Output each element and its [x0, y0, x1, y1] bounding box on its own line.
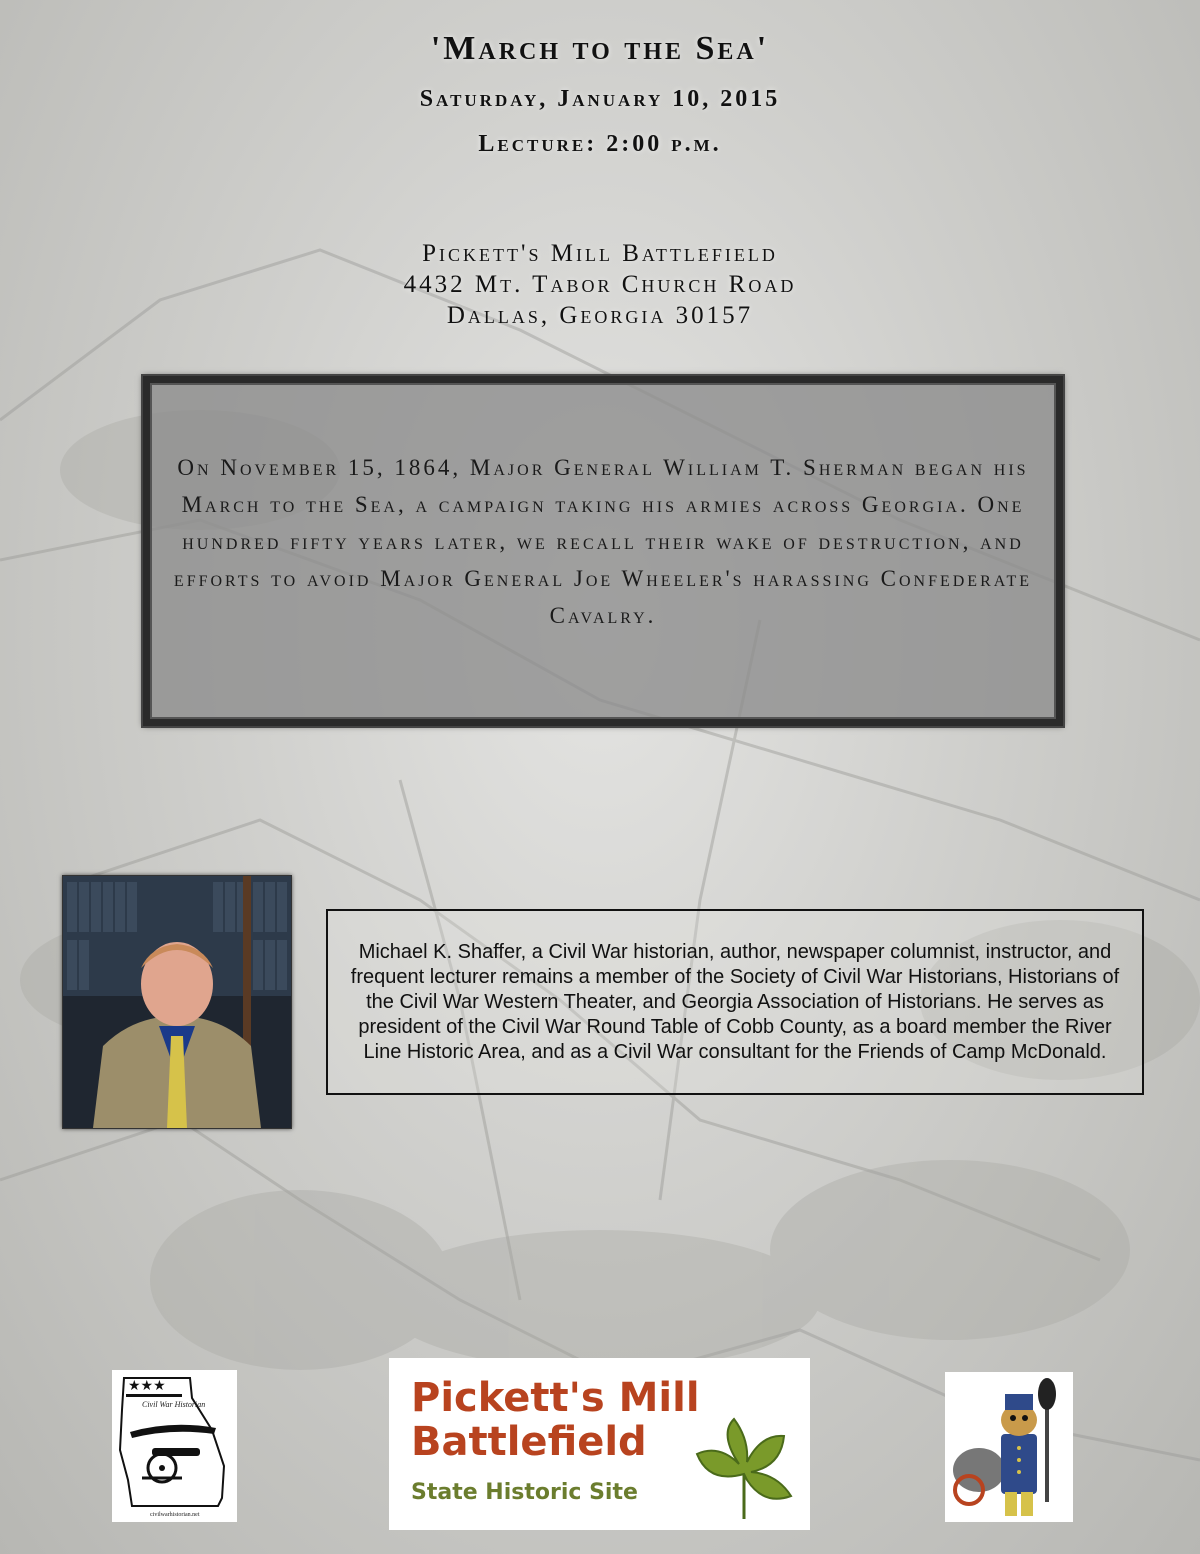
- civil-war-historian-logo: [112, 1370, 237, 1522]
- venue-address: [0, 238, 1200, 331]
- picketts-mill-logo: [389, 1358, 810, 1530]
- civil-war-historian-url: civilwarhistorian.net: [150, 1512, 200, 1518]
- speaker-bio-box: [326, 909, 1144, 1095]
- civil-war-historian-label: Civil War Historian: [142, 1400, 206, 1409]
- event-date: Saturday, January 10, 2015: [419, 86, 781, 112]
- cartoon-soldier-logo: [945, 1372, 1073, 1522]
- logo-title-line1: Pickett's Mill: [411, 1375, 700, 1421]
- logo-title-line2: Battlefield: [411, 1419, 647, 1465]
- leaf-icon: [689, 1414, 799, 1524]
- description-box: [143, 376, 1063, 726]
- venue-street: 4432 Mt. Tabor Church Road: [403, 271, 797, 298]
- venue-name: Pickett's Mill Battlefield: [422, 240, 778, 267]
- venue-city: Dallas, Georgia 30157: [446, 302, 754, 329]
- event-time: Lecture: 2:00 p.m.: [478, 131, 722, 157]
- speaker-bio: Michael K. Shaffer, a Civil War historian, author, newspaper columnist, instructor, and frequent lecturer remains a member of the Society of Civil War Historians, Historians of the Civil War Western Theater, and Georgia Association of Historians. He serves as president of the Civil War Round Table of Cobb County, as a board member the River Line Historic Area, and as a Civil War consultant for the Friends of Camp McDonald.: [350, 940, 1120, 1063]
- cartoon-soldier-cannon-logo-icon: [945, 1372, 1073, 1522]
- event-title: 'March to the Sea': [430, 30, 770, 67]
- svg-text:★★★: ★★★: [128, 1377, 166, 1393]
- description-text: On November 15, 1864, Major General William T. Sherman began his March to the Sea, a campaign taking his armies across Georgia. One hundred fifty years later, we recall their wake of destruction, and efforts to avoid Major General Joe Wheeler's harassing Confederate Cavalry.: [173, 454, 1033, 628]
- georgia-cannon-logo-icon: [112, 1370, 237, 1522]
- speaker-photo: [62, 875, 292, 1129]
- event-header: [0, 30, 1200, 158]
- logo-subtitle: State Historic Site: [411, 1480, 638, 1505]
